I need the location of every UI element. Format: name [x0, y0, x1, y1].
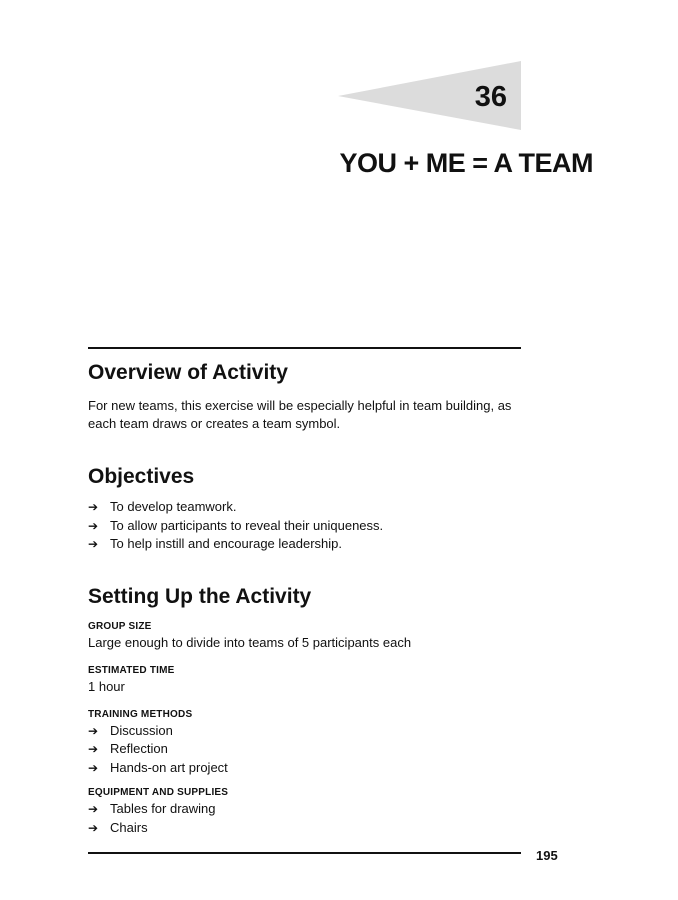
estimated-time-value: 1 hour [88, 678, 125, 694]
list-item [88, 722, 528, 741]
equipment-label: EQUIPMENT AND SUPPLIES [88, 787, 229, 798]
arrow-right-icon: ➔ [88, 518, 99, 533]
page-number: 195 [536, 848, 558, 863]
equipment-text: Tables for drawing [110, 801, 216, 816]
group-size-label: GROUP SIZE [88, 620, 152, 632]
arrow-right-icon: ➔ [88, 723, 99, 738]
overview-text: For new teams, this exercise will be especially helpful in team building, as each team draws or creates a team symbol. [88, 398, 512, 431]
objective-text: To allow participants to reveal their uniqueness. [110, 517, 384, 533]
group-size-value: Large enough to divide into teams of 5 participants each [88, 634, 412, 650]
method-text: Reflection [110, 741, 168, 756]
training-methods-label: TRAINING METHODS [88, 708, 193, 720]
objectives-heading: Objectives [88, 465, 195, 488]
arrow-right-icon: ➔ [88, 742, 99, 756]
main-content [88, 358, 528, 837]
method-text: Discussion [110, 722, 173, 738]
objective-text: To develop teamwork. [110, 499, 237, 514]
objective-text: To help instill and encourage leadership. [110, 536, 342, 551]
arrow-right-icon: ➔ [88, 802, 99, 816]
bottom-divider [88, 852, 521, 854]
top-divider [88, 347, 521, 349]
equipment-text: Chairs [110, 819, 148, 835]
list-item [88, 740, 528, 759]
arrow-right-icon: ➔ [88, 760, 99, 775]
setup-heading: Setting Up the Activity [88, 584, 312, 608]
list-item [88, 800, 528, 819]
estimated-time-label: ESTIMATED TIME [88, 664, 175, 676]
method-text: Hands-on art project [110, 759, 228, 775]
arrow-right-icon: ➔ [88, 820, 99, 835]
list-item [88, 819, 528, 838]
list-item [88, 498, 528, 517]
list-item [88, 535, 528, 554]
list-item [88, 759, 528, 778]
equipment-list [88, 800, 528, 837]
arrow-right-icon: ➔ [88, 500, 99, 514]
arrow-right-icon: ➔ [88, 537, 99, 551]
objectives-list [88, 498, 528, 554]
chapter-number: 36 [474, 81, 507, 113]
list-item [88, 517, 528, 536]
training-methods-list [88, 722, 528, 778]
overview-heading: Overview of Activity [88, 361, 288, 384]
chapter-title: YOU + ME = A TEAM [339, 148, 593, 178]
